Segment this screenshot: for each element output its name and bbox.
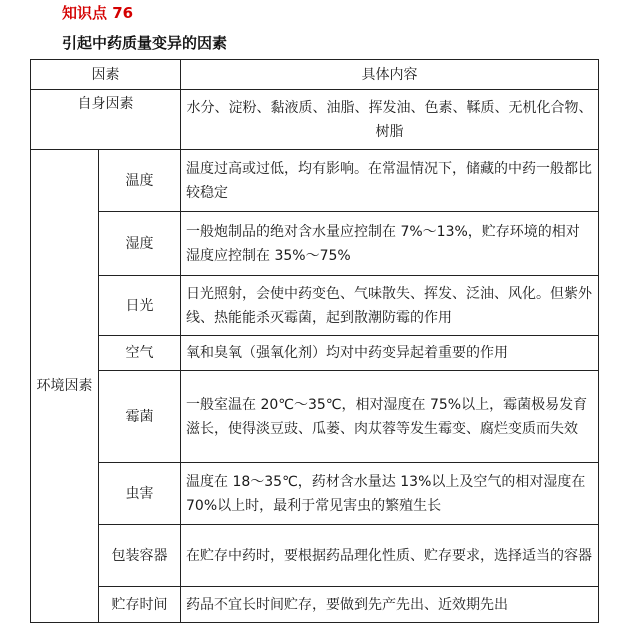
env-factor-label: 环境因素: [31, 150, 99, 623]
header-content: 具体内容: [181, 60, 599, 90]
knowledge-point-label: 知识点 76: [62, 4, 134, 22]
env-factor-name: 日光: [99, 276, 181, 336]
table-row: [31, 336, 599, 371]
table-row: [31, 587, 599, 623]
env-factor-content: 温度过高或过低，均有影响。在常温情况下，储藏的中药一般都比较稳定: [181, 150, 599, 212]
env-factor-content: 日光照射，会使中药变色、气味散失、挥发、泛油、风化。但紫外线、热能能杀灭霉菌，起到散潮防霉的作用: [181, 276, 599, 336]
header-factor: 因素: [31, 60, 181, 90]
env-factor-content: 一般炮制品的绝对含水量应控制在 7%～13%，贮存环境的相对湿度应控制在 35%～75%: [181, 212, 599, 276]
env-factor-name: 贮存时间: [99, 587, 181, 623]
page-bottom-edge: [0, 636, 626, 644]
table-row: [31, 463, 599, 525]
self-factor-content: 水分、淀粉、黏液质、油脂、挥发油、色素、鞣质、无机化合物、树脂: [181, 90, 599, 150]
env-factor-content: 药品不宜长时间贮存，要做到先产先出、近效期先出: [181, 587, 599, 623]
table-row: [31, 525, 599, 587]
table-row: [31, 90, 599, 150]
self-factor-label: 自身因素: [31, 90, 181, 150]
env-factor-name: 空气: [99, 336, 181, 371]
env-factor-name: 湿度: [99, 212, 181, 276]
env-factor-name: 虫害: [99, 463, 181, 525]
table-row: [31, 150, 599, 212]
env-factor-name: 霉菌: [99, 371, 181, 463]
table-row: [31, 276, 599, 336]
factors-table: [30, 59, 599, 623]
env-factor-content: 氧和臭氧（强氧化剂）均对中药变异起着重要的作用: [181, 336, 599, 371]
table-row: [31, 371, 599, 463]
env-factor-content: 在贮存中药时，要根据药品理化性质、贮存要求，选择适当的容器: [181, 525, 599, 587]
table-row: [31, 212, 599, 276]
env-factor-content: 一般室温在 20℃～35℃，相对湿度在 75%以上，霉菌极易发育滋长，使得淡豆豉、瓜蒌、肉苁蓉等发生霉变、腐烂变质而失效: [181, 371, 599, 463]
env-factor-content: 温度在 18～35℃，药材含水量达 13%以上及空气的相对湿度在 70%以上时，最利于常见害虫的繁殖生长: [181, 463, 599, 525]
table-header-row: [31, 60, 599, 90]
section-heading: 引起中药质量变异的因素: [62, 34, 228, 52]
env-factor-name: 包装容器: [99, 525, 181, 587]
env-factor-name: 温度: [99, 150, 181, 212]
